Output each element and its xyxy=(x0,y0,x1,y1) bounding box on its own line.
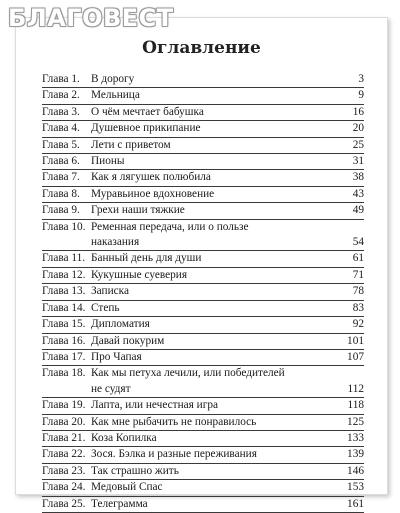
chapter-page-number: 118 xyxy=(347,399,364,412)
chapter-title-line: Лети с приветом xyxy=(91,138,171,151)
chapter-page-number: 101 xyxy=(347,334,364,347)
chapter-page-number: 139 xyxy=(347,448,364,461)
chapter-page-number: 78 xyxy=(352,285,364,298)
chapter-page-number: 25 xyxy=(352,138,364,151)
toc-row xyxy=(42,220,364,252)
chapter-title xyxy=(91,105,349,120)
chapter-number: Глава 5. xyxy=(42,138,80,151)
chapter-title-line: Мельница xyxy=(91,89,140,102)
chapter-number: Глава 2. xyxy=(42,89,80,102)
chapter-title-line: Телеграмма xyxy=(91,497,148,510)
chapter-number: Глава 21. xyxy=(42,431,86,444)
chapter-page-number: 43 xyxy=(352,187,364,200)
chapter-title xyxy=(91,334,343,349)
chapter-title xyxy=(91,447,343,462)
chapter-number: Глава 19. xyxy=(42,399,86,412)
toc-row xyxy=(42,317,364,333)
chapter-page-number: 107 xyxy=(347,350,364,363)
chapter-number: Глава 25. xyxy=(42,497,86,510)
chapter-title xyxy=(91,220,349,251)
toc-row xyxy=(42,187,364,203)
chapter-page-number: 54 xyxy=(352,236,364,249)
chapter-number: Глава 24. xyxy=(42,481,86,494)
chapter-title-line: Про Чапая xyxy=(91,350,142,363)
chapter-title-line: Медовый Спас xyxy=(91,481,163,494)
chapter-title xyxy=(91,72,354,87)
chapter-title-line: Зося. Бэлка и разные переживания xyxy=(91,448,257,461)
chapter-number: Глава 14. xyxy=(42,301,86,314)
chapter-page-number: 83 xyxy=(352,301,364,314)
chapter-page-number: 20 xyxy=(352,122,364,135)
chapter-title xyxy=(91,268,349,283)
chapter-title xyxy=(91,366,343,397)
chapter-title-line: Лапта, или нечестная игра xyxy=(91,399,218,412)
chapter-page-number: 16 xyxy=(352,105,364,118)
toc-row xyxy=(42,284,364,300)
chapter-number: Глава 6. xyxy=(42,155,80,168)
chapter-number: Глава 20. xyxy=(42,415,86,428)
chapter-title xyxy=(91,170,349,185)
chapter-page-number: 31 xyxy=(352,155,364,168)
chapter-title xyxy=(91,88,354,103)
chapter-page-number: 153 xyxy=(347,481,364,494)
chapter-title xyxy=(91,480,343,495)
table-of-contents xyxy=(42,72,364,513)
chapter-title xyxy=(91,301,349,316)
chapter-title-line: Как мы петуха лечили, или победителей xyxy=(91,367,285,380)
toc-row xyxy=(42,138,364,154)
chapter-number: Глава 7. xyxy=(42,171,80,184)
page-title: Оглавление xyxy=(142,38,261,58)
chapter-number: Глава 8. xyxy=(42,187,80,200)
chapter-number: Глава 1. xyxy=(42,73,80,85)
toc-row xyxy=(42,497,364,513)
chapter-title xyxy=(91,138,349,153)
chapter-number: Глава 16. xyxy=(42,334,86,347)
chapter-number: Глава 4. xyxy=(42,122,80,135)
chapter-page-number: 9 xyxy=(358,89,364,102)
toc-row xyxy=(42,203,364,219)
chapter-title-line: Степь xyxy=(91,301,120,314)
chapter-page-number: 146 xyxy=(347,464,364,477)
toc-row xyxy=(42,121,364,137)
toc-row xyxy=(42,334,364,350)
chapter-number: Глава 22. xyxy=(42,448,86,461)
chapter-title-line: Пионы xyxy=(91,155,125,168)
toc-row xyxy=(42,447,364,463)
chapter-title-line: Грехи наши тяжкие xyxy=(91,204,185,217)
chapter-number: Глава 17. xyxy=(42,350,86,363)
chapter-title-line: О чём мечтает бабушка xyxy=(91,105,204,118)
toc-row xyxy=(42,251,364,267)
toc-row xyxy=(42,72,364,88)
chapter-title-line: Душевное прикипание xyxy=(91,122,201,135)
chapter-title-line: Давай покурим xyxy=(91,334,165,347)
toc-row xyxy=(42,301,364,317)
toc-row xyxy=(42,415,364,431)
chapter-title-continuation: не судят xyxy=(91,382,131,395)
chapter-page-number: 112 xyxy=(347,382,364,395)
toc-row xyxy=(42,464,364,480)
chapter-number: Глава 23. xyxy=(42,464,86,477)
chapter-title xyxy=(91,317,349,332)
chapter-number: Глава 9. xyxy=(42,204,80,217)
chapter-title xyxy=(91,464,343,479)
chapter-page-number: 71 xyxy=(352,268,364,281)
toc-row xyxy=(42,154,364,170)
toc-row xyxy=(42,105,364,121)
chapter-page-number: 49 xyxy=(352,204,364,217)
chapter-page-number: 133 xyxy=(347,431,364,444)
toc-row xyxy=(42,398,364,414)
toc-row xyxy=(42,366,364,398)
chapter-page-number: 61 xyxy=(352,252,364,265)
chapter-title xyxy=(91,431,343,446)
toc-row xyxy=(42,480,364,496)
chapter-title-line: Как мне рыбачить не понравилось xyxy=(91,415,257,428)
watermark-logo: БЛАГОВЕСТ xyxy=(8,4,174,32)
chapter-title-line: Как я лягушек полюбила xyxy=(91,171,211,184)
toc-row xyxy=(42,431,364,447)
chapter-number: Глава 11. xyxy=(42,252,86,265)
chapter-title-line: Дипломатия xyxy=(91,318,150,331)
chapter-number: Глава 10. xyxy=(42,220,86,233)
chapter-title xyxy=(91,203,349,218)
chapter-title xyxy=(91,398,343,413)
chapter-title xyxy=(91,187,349,202)
chapter-number: Глава 12. xyxy=(42,268,86,281)
chapter-page-number: 92 xyxy=(352,318,364,331)
toc-row xyxy=(42,350,364,366)
chapter-number: Глава 13. xyxy=(42,285,86,298)
toc-row xyxy=(42,170,364,186)
chapter-page-number: 38 xyxy=(352,171,364,184)
chapter-number: Глава 3. xyxy=(42,105,80,118)
chapter-title-line: Записка xyxy=(91,285,129,298)
chapter-title xyxy=(91,284,349,299)
chapter-title-line: В дорогу xyxy=(91,73,135,85)
chapter-title-line: Муравьиное вдохновение xyxy=(91,187,215,200)
chapter-title xyxy=(91,154,349,169)
toc-row xyxy=(42,88,364,104)
chapter-number: Глава 15. xyxy=(42,318,86,331)
chapter-title xyxy=(91,497,343,512)
chapter-number: Глава 18. xyxy=(42,367,86,380)
chapter-title xyxy=(91,251,349,266)
chapter-page-number: 125 xyxy=(347,415,364,428)
chapter-title-line: Ременная передача, или о пользе xyxy=(91,220,249,233)
chapter-title-line: Коза Копилка xyxy=(91,431,157,444)
chapter-page-number: 161 xyxy=(347,497,364,510)
chapter-title xyxy=(91,415,343,430)
chapter-title xyxy=(91,121,349,136)
chapter-page-number: 3 xyxy=(358,73,364,85)
chapter-title-continuation: наказания xyxy=(91,236,140,249)
toc-row xyxy=(42,268,364,284)
book-page xyxy=(15,17,388,510)
chapter-title-line: Банный день для души xyxy=(91,252,202,265)
chapter-title-line: Так страшно жить xyxy=(91,464,179,477)
chapter-title-line: Кукушные суеверия xyxy=(91,268,188,281)
chapter-title xyxy=(91,350,343,365)
